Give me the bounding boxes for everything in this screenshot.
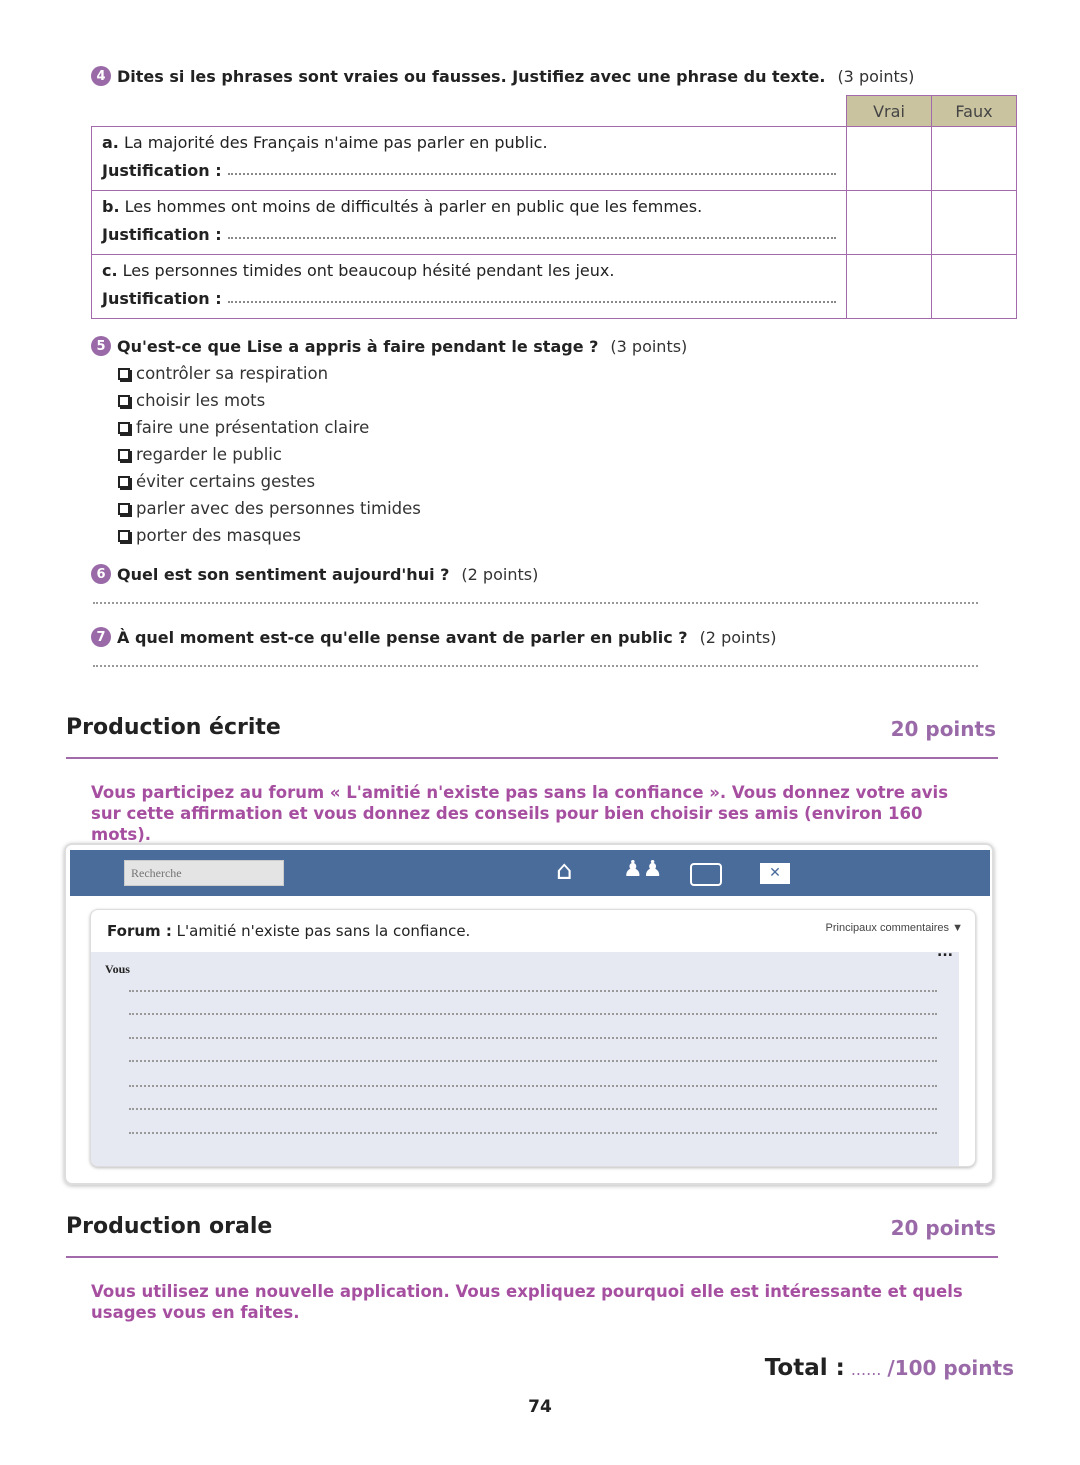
checkbox-icon — [118, 395, 130, 407]
answer-line-q6[interactable] — [93, 602, 978, 604]
home-icon[interactable]: ⌂ — [556, 856, 573, 886]
checkbox-icon — [118, 422, 130, 434]
section-title-orale: Production orale — [66, 1214, 273, 1239]
header-faux: Faux — [932, 96, 1017, 127]
vrai-checkbox-b[interactable] — [847, 191, 932, 255]
option-checkbox[interactable]: faire une présentation claire — [118, 414, 421, 441]
writing-line — [129, 1037, 937, 1039]
q5-options — [118, 360, 421, 549]
option-checkbox[interactable]: contrôler sa respiration — [118, 360, 421, 387]
answer-line-q7[interactable] — [93, 665, 978, 667]
briefcase-icon[interactable] — [690, 863, 722, 886]
comment-author: Vous — [105, 962, 130, 976]
writing-line — [129, 1108, 937, 1110]
option-checkbox[interactable]: regarder le public — [118, 441, 421, 468]
justification-field[interactable] — [228, 161, 836, 175]
chevron-down-icon: ▼ — [952, 922, 963, 934]
checkbox-icon — [118, 449, 130, 461]
option-checkbox[interactable]: choisir les mots — [118, 387, 421, 414]
sort-dropdown[interactable]: Principaux commentaires ▼ — [825, 922, 963, 934]
question-number-badge: 6 — [91, 564, 111, 584]
question-number-badge: 4 — [91, 66, 111, 86]
search-input[interactable] — [124, 860, 284, 886]
checkbox-icon — [118, 503, 130, 515]
justification-field[interactable] — [228, 225, 836, 239]
checkbox-icon — [118, 476, 130, 488]
question-number-badge: 5 — [91, 336, 111, 356]
question-6-heading: 6 Quel est son sentiment aujourd'hui ? (2 points) — [91, 564, 538, 584]
vrai-checkbox-a[interactable] — [847, 127, 932, 191]
writing-line — [129, 1013, 937, 1015]
forum-post — [90, 909, 976, 1167]
more-options-icon[interactable]: ... — [937, 944, 953, 960]
justification-field[interactable] — [228, 289, 836, 303]
divider — [66, 757, 998, 759]
page-number: 74 — [528, 1397, 552, 1417]
option-checkbox[interactable]: porter des masques — [118, 522, 421, 549]
faux-checkbox-b[interactable] — [932, 191, 1017, 255]
table-row: b. Les hommes ont moins de difficultés à parler en public que les femmes. Justification : — [92, 191, 1017, 255]
writing-line — [129, 1085, 937, 1087]
question-4-heading: 4 Dites si les phrases sont vraies ou fausses. Justifiez avec une phrase du texte. (3 points) — [91, 66, 914, 86]
question-5-heading: 5 Qu'est-ce que Lise a appris à faire pendant le stage ? (3 points) — [91, 336, 687, 356]
faux-checkbox-c[interactable] — [932, 255, 1017, 319]
users-icon[interactable]: ♟♟ — [623, 857, 663, 882]
header-vrai: Vrai — [847, 96, 932, 127]
section-title-ecrite: Production écrite — [66, 715, 281, 740]
writing-task: Vous participez au forum « L'amitié n'existe pas sans la confiance ». Vous donnez votre avis sur cette affirmation et vous donnez des conseils pour bien choisir ses amis (environ 160 mots). — [91, 783, 949, 844]
section-points-orale: 20 points — [890, 1216, 996, 1240]
checkbox-icon — [118, 368, 130, 380]
faux-checkbox-a[interactable] — [932, 127, 1017, 191]
forum-navbar — [70, 850, 990, 896]
speaking-task: Vous utilisez une nouvelle application. Vous expliquez pourquoi elle est intéressante et quels usages vous en faites. — [91, 1282, 963, 1322]
total-score: Total : ...... /100 points — [764, 1355, 1014, 1381]
table-row: c. Les personnes timides ont beaucoup hésité pendant les jeux. Justification : — [92, 255, 1017, 319]
comment-box[interactable] — [91, 944, 959, 1167]
mail-icon[interactable]: ✕ — [760, 863, 790, 884]
vrai-checkbox-c[interactable] — [847, 255, 932, 319]
option-checkbox[interactable]: parler avec des personnes timides — [118, 495, 421, 522]
table-row: a. La majorité des Français n'aime pas parler en public. Justification : — [92, 127, 1017, 191]
writing-line — [129, 990, 937, 992]
writing-line — [129, 1060, 937, 1062]
option-checkbox[interactable]: éviter certains gestes — [118, 468, 421, 495]
forum-topic: Forum : L'amitié n'existe pas sans la confiance. — [107, 922, 471, 940]
checkbox-icon — [118, 530, 130, 542]
question-7-heading: 7 À quel moment est-ce qu'elle pense avant de parler en public ? (2 points) — [91, 627, 776, 647]
true-false-table — [91, 95, 1017, 319]
section-points-ecrite: 20 points — [890, 717, 996, 741]
question-number-badge: 7 — [91, 627, 111, 647]
divider — [66, 1256, 998, 1258]
writing-line — [129, 1132, 937, 1134]
forum-mockup — [64, 843, 994, 1185]
